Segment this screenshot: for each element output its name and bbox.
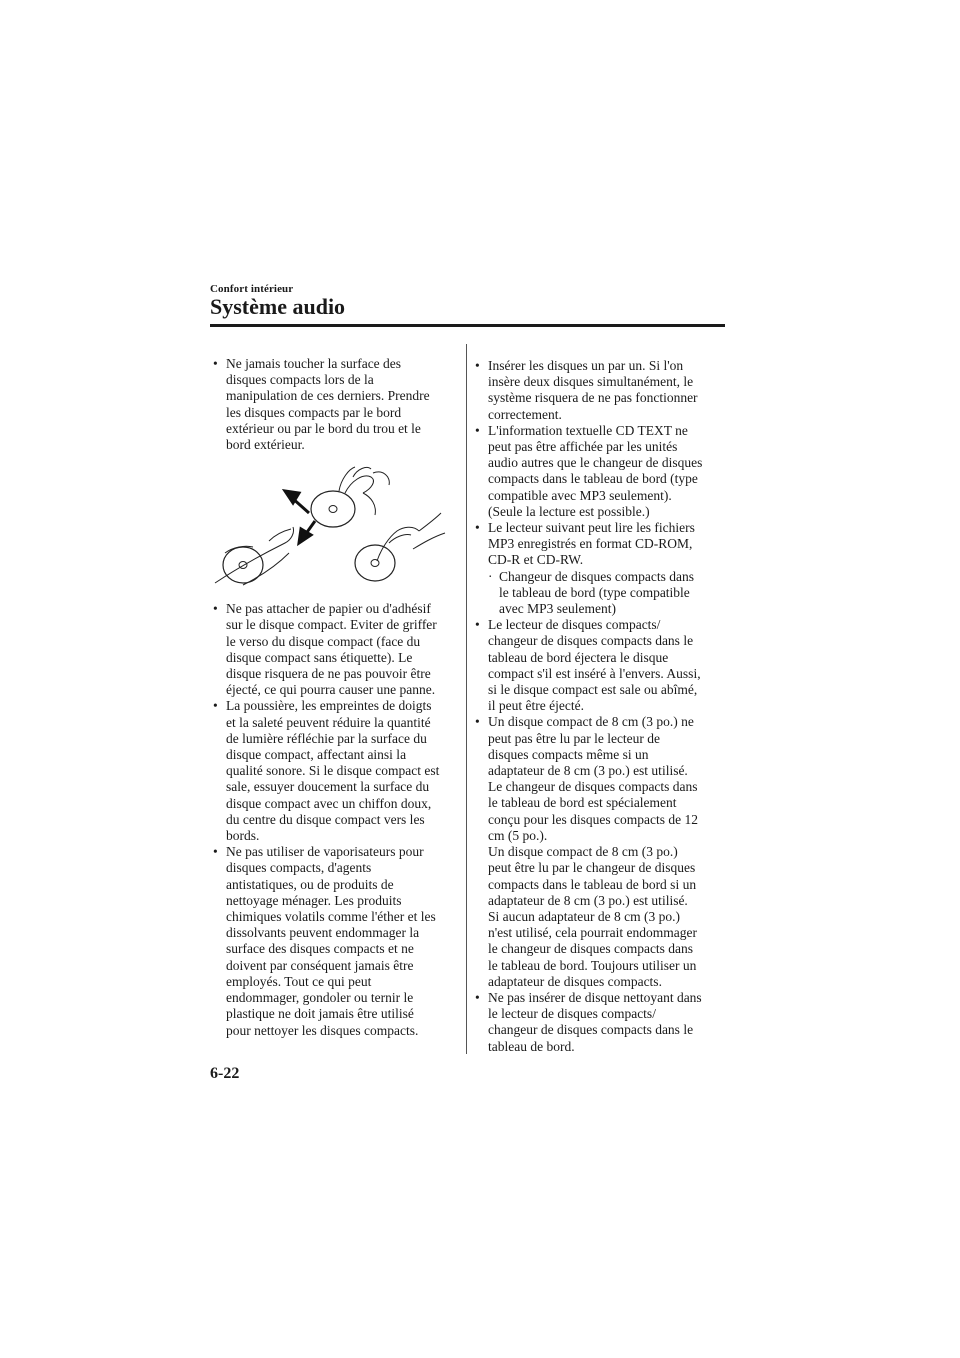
bullet-dot: • (475, 617, 480, 633)
bullet-text: Ne pas attacher de papier ou d'adhésif sur le disque compact. Eviter de griffer le verso du disque compact (face du disque compact sans étiquette). Le disque risquera de ne pas pouvoir être éjecté, ce qui pourra causer une panne. (226, 601, 437, 698)
bullet-dot: • (475, 714, 480, 730)
bullet-item (213, 698, 453, 844)
bullet-text: Ne jamais toucher la surface des disques compacts lors de la manipulation de ces derniers. Prendre les disques compacts par le bord extérieur ou par le bord du trou et le bord extérieur. (226, 356, 430, 453)
header-rule (210, 324, 725, 327)
bullet-dot: • (475, 520, 480, 536)
bullet-item (213, 356, 453, 453)
bullet-item (475, 990, 727, 1055)
bullet-dot: • (213, 356, 218, 371)
bullet-item (475, 520, 727, 569)
sub-list-text: Changeur de disques compacts dans le tableau de bord (type compatible avec MP3 seulement) (499, 568, 694, 617)
bullet-text: L'information textuelle CD TEXT ne peut pas être affichée par les unités audio autres que le changeur de disques compacts dans le tableau de bord (type compatible avec MP3 seulement). (Seule la lecture est possible.) (488, 422, 703, 519)
bullet-dot: • (213, 844, 218, 860)
bullet-item (475, 358, 727, 423)
sub-list-item (475, 569, 727, 618)
bullet-text: Le lecteur suivant peut lire les fichiers MP3 enregistrés en format CD-ROM, CD-R et CD-RW. (488, 520, 695, 568)
bullet-dot: • (213, 601, 218, 617)
sub-list-mark: · (488, 568, 493, 584)
bullet-text: Ne pas utiliser de vaporisateurs pour disques compacts, d'agents antistatiques, ou de produits de nettoyage ménager. Les produits chimiques volatils comme l'éther et les dissolvants peuvent endommager la surface des disques compacts et ne doivent par conséquent jamais être employés. Tout ce qui peut endommager, gondoler ou ternir le plastique ne doit jamais être utilisé pour nettoyer les disques compacts. (226, 844, 436, 1038)
cd-handling-figure (213, 463, 453, 591)
bullet-text: La poussière, les empreintes de doigts et la saleté peuvent réduire la quantité de lumière réfléchie par la surface du disque compact, affectant ainsi la qualité sonore. Si le disque compact est sale, essuyer doucement la surface du disque compact avec un chiffon doux, du centre du disque compact vers les bords. (226, 698, 440, 844)
left-column (213, 356, 453, 1039)
bullet-text: Un disque compact de 8 cm (3 po.) ne peut pas être lu par le lecteur de disques compacts même si un adaptateur de 8 cm (3 po.) est utilisé. Le changeur de disques compacts dans le tableau de bord est spécialement conçu pour les disques compacts de 12 cm (5 po.). Un disque compact de 8 cm (3 po.) peut être lu par le changeur de disques compacts dans le tableau de bord si un adaptateur de 8 cm (3 po.) est utilisé. Si aucun adaptateur de 8 cm (3 po.) n'est utilisé, cela pourrait endommager le changeur de disques compacts dans le tableau de bord. Toujours utiliser un adaptateur de disques compacts. (488, 714, 698, 989)
bullet-text: Ne pas insérer de disque nettoyant dans le lecteur de disques compacts/ changeur de disques compacts dans le tableau de bord. (488, 989, 702, 1054)
bullet-dot: • (475, 358, 480, 373)
bullet-item (213, 844, 453, 1038)
bullet-item (213, 601, 453, 698)
cd-handling-illustration-icon (213, 463, 453, 591)
bullet-dot: • (213, 698, 218, 714)
page-number: 6-22 (210, 1065, 240, 1082)
bullet-item (475, 617, 727, 714)
bullet-dot: • (475, 989, 480, 1005)
bullet-item (475, 714, 727, 989)
page-title: Système audio (210, 294, 346, 319)
bullet-text: Insérer les disques un par un. Si l'on insère deux disques simultanément, le système risquera de ne pas fonctionner correctement. (488, 358, 698, 422)
bullet-text: Le lecteur de disques compacts/ changeur de disques compacts dans le tableau de bord éjectera le disque compact s'il est inséré à l'envers. Aussi, si le disque compact est sale ou abîmé, il peut être éjecté. (488, 617, 701, 714)
column-divider (466, 344, 467, 1054)
bullet-dot: • (475, 422, 480, 438)
bullet-item (475, 423, 727, 520)
section-label: Confort intérieur (210, 283, 294, 295)
right-column (475, 358, 727, 1055)
